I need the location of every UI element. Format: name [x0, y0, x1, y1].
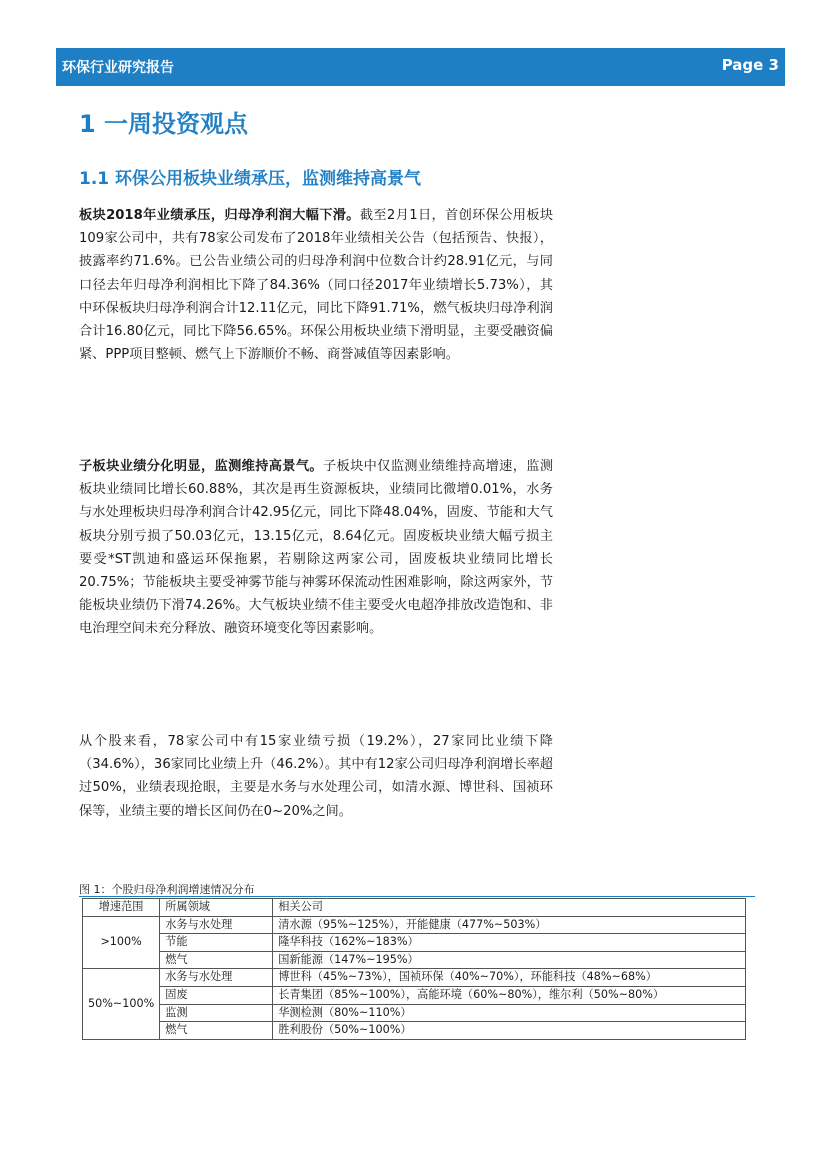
- paragraph: [79, 730, 553, 823]
- figure-rule: [79, 896, 755, 897]
- page-number: Page 3: [721, 56, 779, 74]
- header-cell: 增速范围: [83, 899, 160, 917]
- sector-cell: 监测: [160, 1004, 273, 1022]
- report-title: 环保行业研究报告: [62, 60, 174, 76]
- paragraph: [79, 455, 553, 641]
- table-header-row: [83, 899, 746, 917]
- table-row: [83, 934, 746, 952]
- companies-cell: 博世科（45%~73%），国祯环保（40%~70%），环能科技（48%~68%）: [273, 969, 746, 987]
- sector-cell: 燃气: [160, 1022, 273, 1040]
- header-cell: 相关公司: [273, 899, 746, 917]
- companies-cell: 国新能源（147%~195%）: [273, 951, 746, 969]
- section-heading: 1 一周投资观点: [79, 110, 249, 138]
- subsection-heading: 1.1 环保公用板块业绩承压，监测维持高景气: [79, 169, 422, 189]
- range-cell: >100%: [83, 916, 160, 969]
- table-row: [83, 969, 746, 987]
- table-row: [83, 986, 746, 1004]
- paragraph-body: 截至2月1日，首创环保公用板块109家公司中，共有78家公司发布了2018年业绩相关公告（包括预告、快报），披露率约71.6%。已公告业绩公司的归母净利润中位数合计约28.91亿元，与同口径去年归母净利润相比下降了84.36%（同口径2017年业绩增长5.73%），其中环保板块归母净利润合计12.11亿元，同比下降91.71%，燃气板块归母净利润合计16.80亿元，同比下降56.65%。环保公用板块业绩下滑明显，主要受融资偏紧、PPP项目整顿、燃气上下游顺价不畅、商誉减值等因素影响。: [79, 208, 554, 363]
- header-cell: 所属领域: [160, 899, 273, 917]
- paragraph-body: 子板块中仅监测业绩维持高增速，监测板块业绩同比增长60.88%，其次是再生资源板块，业绩同比微增0.01%，水务与水处理板块归母净利润合计42.95亿元，同比下降48.04%，固废、节能和大气板块分别亏损了50.03亿元，13.15亿元，8.64亿元。固废板块业绩大幅亏损主要受*ST凯迪和盛运环保拖累，若剔除这两家公司，固废板块业绩同比增长20.75%；节能板块主要受神雾节能与神雾环保流动性困难影响，除这两家外，节能板块业绩仍下滑74.26%。大气板块业绩不佳主要受火电超净排放改造饱和、非电治理空间未充分释放、融资环境变化等因素影响。: [79, 459, 554, 637]
- paragraph-lead: 子板块业绩分化明显，监测维持高景气。: [79, 459, 323, 474]
- sector-cell: 燃气: [160, 951, 273, 969]
- figure-caption: 图 1：个股归母净利润增速情况分布: [79, 883, 255, 896]
- table-row: [83, 1022, 746, 1040]
- companies-cell: 长青集团（85%~100%），高能环境（60%~80%），维尔利（50%~80%）: [273, 986, 746, 1004]
- table-row: [83, 916, 746, 934]
- companies-cell: 胜利股份（50%~100%）: [273, 1022, 746, 1040]
- sector-cell: 水务与水处理: [160, 916, 273, 934]
- table-row: [83, 951, 746, 969]
- companies-cell: 清水源（95%~125%），开能健康（477%~503%）: [273, 916, 746, 934]
- sector-cell: 固废: [160, 986, 273, 1004]
- paragraph: [79, 204, 553, 366]
- growth-range-table: [82, 898, 746, 1040]
- companies-cell: 华测检测（80%~110%）: [273, 1004, 746, 1022]
- sector-cell: 节能: [160, 934, 273, 952]
- paragraph-body: 从个股来看，78家公司中有15家业绩亏损（19.2%），27家同比业绩下降（34.6%），36家同比业绩上升（46.2%）。其中有12家公司归母净利润增长率超过50%，业绩表现抢眼，主要是水务与水处理公司，如清水源、博世科、国祯环保等，业绩主要的增长区间仍在0~20%之间。: [79, 734, 553, 819]
- page-header: [56, 48, 785, 86]
- paragraph-lead: 板块2018年业绩承压，归母净利润大幅下滑。: [79, 208, 360, 223]
- range-cell: 50%~100%: [83, 969, 160, 1039]
- sector-cell: 水务与水处理: [160, 969, 273, 987]
- table-row: [83, 1004, 746, 1022]
- companies-cell: 隆华科技（162%~183%）: [273, 934, 746, 952]
